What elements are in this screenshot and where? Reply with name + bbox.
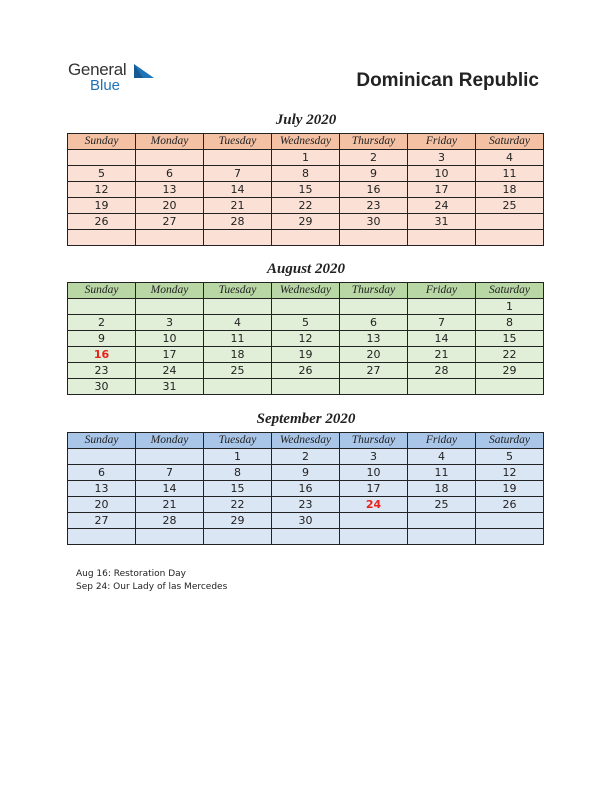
- day-cell: [68, 150, 136, 166]
- generalblue-logo: [68, 60, 168, 100]
- day-cell: 6: [136, 166, 204, 182]
- day-cell: 4: [408, 449, 476, 465]
- day-cell: [272, 299, 340, 315]
- day-cell: 25: [476, 198, 544, 214]
- day-cell: 31: [408, 214, 476, 230]
- day-cell: 17: [340, 481, 408, 497]
- day-cell: 14: [204, 182, 272, 198]
- day-cell: [408, 379, 476, 395]
- day-cell: 17: [136, 347, 204, 363]
- day-cell: [136, 299, 204, 315]
- week-row: [68, 529, 544, 545]
- day-cell: [68, 529, 136, 545]
- weekday-header: Tuesday: [204, 134, 272, 150]
- week-row: [68, 166, 544, 182]
- day-cell: 25: [408, 497, 476, 513]
- day-cell: 23: [68, 363, 136, 379]
- day-cell: [136, 230, 204, 246]
- day-cell: 31: [136, 379, 204, 395]
- weekday-header: Sunday: [68, 134, 136, 150]
- week-row: [68, 198, 544, 214]
- day-cell: 21: [408, 347, 476, 363]
- day-cell: 19: [476, 481, 544, 497]
- day-cell: 4: [476, 150, 544, 166]
- day-cell: [272, 379, 340, 395]
- weekday-header: Tuesday: [204, 433, 272, 449]
- day-cell: 8: [272, 166, 340, 182]
- day-cell: [340, 379, 408, 395]
- day-cell: 15: [476, 331, 544, 347]
- holiday-note: Aug 16: Restoration Day: [76, 569, 186, 579]
- day-cell: 23: [340, 198, 408, 214]
- weekday-header-row: [68, 433, 544, 449]
- day-cell: 16: [340, 182, 408, 198]
- week-row: [68, 299, 544, 315]
- calendar-body: [68, 299, 544, 395]
- week-row: [68, 230, 544, 246]
- day-cell: 2: [272, 449, 340, 465]
- weekday-header: Saturday: [476, 283, 544, 299]
- day-cell: [476, 529, 544, 545]
- weekday-header: Sunday: [68, 283, 136, 299]
- day-cell: 15: [204, 481, 272, 497]
- day-cell: 26: [68, 214, 136, 230]
- weekday-header: Tuesday: [204, 283, 272, 299]
- day-cell: 8: [204, 465, 272, 481]
- holiday-notes: [76, 568, 227, 594]
- day-cell: 22: [204, 497, 272, 513]
- day-cell: [68, 449, 136, 465]
- weekday-header: Monday: [136, 433, 204, 449]
- day-cell: [204, 299, 272, 315]
- day-cell: 25: [204, 363, 272, 379]
- day-cell: 26: [272, 363, 340, 379]
- month-title-august: August 2020: [267, 261, 345, 277]
- weekday-header: Saturday: [476, 433, 544, 449]
- day-cell: 12: [272, 331, 340, 347]
- day-cell: 13: [68, 481, 136, 497]
- day-cell: 14: [408, 331, 476, 347]
- weekday-header: Thursday: [340, 433, 408, 449]
- day-cell: [204, 150, 272, 166]
- day-cell: [136, 449, 204, 465]
- day-cell: 16: [272, 481, 340, 497]
- day-cell: [408, 230, 476, 246]
- day-cell: 11: [476, 166, 544, 182]
- day-cell: 30: [272, 513, 340, 529]
- holiday-day-cell: 16: [68, 347, 136, 363]
- day-cell: [408, 513, 476, 529]
- day-cell: 14: [136, 481, 204, 497]
- logo-text-blue: Blue: [90, 77, 121, 94]
- week-row: [68, 315, 544, 331]
- calendar-body: [68, 150, 544, 246]
- day-cell: [136, 529, 204, 545]
- calendar-body: [68, 449, 544, 545]
- day-cell: 27: [68, 513, 136, 529]
- day-cell: 28: [408, 363, 476, 379]
- day-cell: 10: [136, 331, 204, 347]
- day-cell: [272, 230, 340, 246]
- week-row: [68, 182, 544, 198]
- weekday-header: Thursday: [340, 283, 408, 299]
- day-cell: 5: [476, 449, 544, 465]
- day-cell: 5: [272, 315, 340, 331]
- day-cell: [476, 214, 544, 230]
- day-cell: [476, 513, 544, 529]
- calendar-july: [67, 133, 544, 246]
- weekday-header-row: [68, 134, 544, 150]
- day-cell: 30: [68, 379, 136, 395]
- day-cell: [136, 150, 204, 166]
- weekday-header: Wednesday: [272, 134, 340, 150]
- day-cell: 19: [68, 198, 136, 214]
- day-cell: 4: [204, 315, 272, 331]
- day-cell: 22: [272, 198, 340, 214]
- day-cell: 3: [136, 315, 204, 331]
- weekday-header: Friday: [408, 134, 476, 150]
- week-row: [68, 347, 544, 363]
- day-cell: [68, 230, 136, 246]
- day-cell: [408, 529, 476, 545]
- day-cell: 18: [204, 347, 272, 363]
- calendar-august: [67, 282, 544, 395]
- day-cell: 3: [408, 150, 476, 166]
- day-cell: 7: [136, 465, 204, 481]
- day-cell: [476, 230, 544, 246]
- weekday-header: Saturday: [476, 134, 544, 150]
- day-cell: 29: [476, 363, 544, 379]
- day-cell: [476, 379, 544, 395]
- week-row: [68, 481, 544, 497]
- day-cell: 23: [272, 497, 340, 513]
- day-cell: 20: [68, 497, 136, 513]
- day-cell: 20: [340, 347, 408, 363]
- day-cell: [340, 513, 408, 529]
- weekday-header: Wednesday: [272, 283, 340, 299]
- day-cell: 17: [408, 182, 476, 198]
- day-cell: 9: [340, 166, 408, 182]
- day-cell: [204, 379, 272, 395]
- day-cell: 3: [340, 449, 408, 465]
- day-cell: 8: [476, 315, 544, 331]
- day-cell: 13: [340, 331, 408, 347]
- weekday-header: Thursday: [340, 134, 408, 150]
- day-cell: 30: [340, 214, 408, 230]
- day-cell: [204, 230, 272, 246]
- day-cell: 12: [68, 182, 136, 198]
- day-cell: 29: [204, 513, 272, 529]
- day-cell: 22: [476, 347, 544, 363]
- weekday-header: Sunday: [68, 433, 136, 449]
- day-cell: [272, 529, 340, 545]
- day-cell: 5: [68, 166, 136, 182]
- weekday-header-row: [68, 283, 544, 299]
- week-row: [68, 513, 544, 529]
- day-cell: 7: [408, 315, 476, 331]
- day-cell: 10: [340, 465, 408, 481]
- day-cell: 7: [204, 166, 272, 182]
- day-cell: 13: [136, 182, 204, 198]
- country-title: Dominican Republic: [356, 70, 539, 91]
- week-row: [68, 331, 544, 347]
- day-cell: 29: [272, 214, 340, 230]
- day-cell: 26: [476, 497, 544, 513]
- day-cell: 18: [476, 182, 544, 198]
- day-cell: 11: [204, 331, 272, 347]
- day-cell: [340, 299, 408, 315]
- weekday-header: Wednesday: [272, 433, 340, 449]
- day-cell: 9: [68, 331, 136, 347]
- weekday-header: Friday: [408, 433, 476, 449]
- day-cell: 28: [136, 513, 204, 529]
- day-cell: [204, 529, 272, 545]
- day-cell: 24: [136, 363, 204, 379]
- weekday-header: Monday: [136, 134, 204, 150]
- week-row: [68, 363, 544, 379]
- day-cell: 21: [204, 198, 272, 214]
- day-cell: [340, 230, 408, 246]
- month-title-july: July 2020: [275, 112, 337, 128]
- day-cell: 9: [272, 465, 340, 481]
- day-cell: 1: [476, 299, 544, 315]
- day-cell: 28: [204, 214, 272, 230]
- day-cell: [340, 529, 408, 545]
- day-cell: [68, 299, 136, 315]
- week-row: [68, 214, 544, 230]
- day-cell: 27: [136, 214, 204, 230]
- day-cell: 1: [272, 150, 340, 166]
- day-cell: 11: [408, 465, 476, 481]
- calendar-september: [67, 432, 544, 545]
- day-cell: 15: [272, 182, 340, 198]
- day-cell: 6: [68, 465, 136, 481]
- day-cell: 2: [68, 315, 136, 331]
- day-cell: 18: [408, 481, 476, 497]
- day-cell: 27: [340, 363, 408, 379]
- logo-text-general: General: [68, 60, 127, 79]
- day-cell: 6: [340, 315, 408, 331]
- day-cell: 2: [340, 150, 408, 166]
- day-cell: 12: [476, 465, 544, 481]
- logo-triangle-icon: [134, 64, 154, 78]
- day-cell: 1: [204, 449, 272, 465]
- month-title-september: September 2020: [256, 411, 356, 427]
- week-row: [68, 497, 544, 513]
- holiday-day-cell: 24: [340, 497, 408, 513]
- week-row: [68, 150, 544, 166]
- holiday-note: Sep 24: Our Lady of las Mercedes: [76, 582, 228, 592]
- day-cell: [408, 299, 476, 315]
- day-cell: 21: [136, 497, 204, 513]
- day-cell: 19: [272, 347, 340, 363]
- day-cell: 24: [408, 198, 476, 214]
- week-row: [68, 449, 544, 465]
- weekday-header: Friday: [408, 283, 476, 299]
- day-cell: 10: [408, 166, 476, 182]
- week-row: [68, 379, 544, 395]
- week-row: [68, 465, 544, 481]
- day-cell: 20: [136, 198, 204, 214]
- weekday-header: Monday: [136, 283, 204, 299]
